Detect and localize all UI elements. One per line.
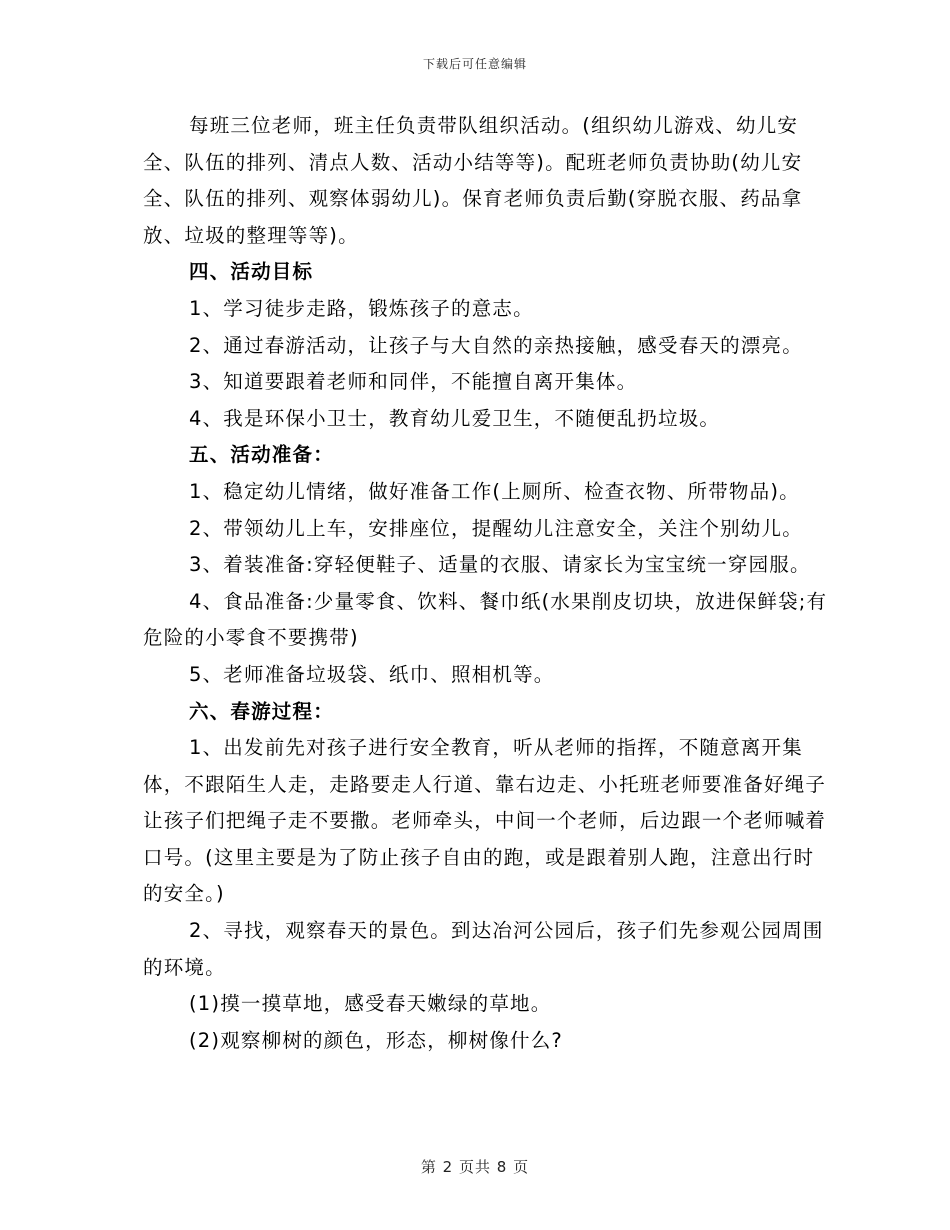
preparation-item: 3、着装准备:穿轻便鞋子、适量的衣服、请家长为宝宝统一穿园服。	[189, 553, 811, 577]
goal-item: 2、通过春游活动，让孩子与大自然的亲热接触，感受春天的漂亮。	[189, 333, 803, 357]
process-item: 2、寻找，观察春天的景色。到达冶河公园后，孩子们先参观公园周围的环境。	[143, 919, 824, 979]
section-heading-preparation: 五、活动准备：	[189, 443, 334, 467]
page-footer: 第 2 页共 8 页	[420, 1158, 530, 1176]
section-heading-goals: 四、活动目标	[189, 260, 314, 284]
section-heading-process: 六、春游过程：	[189, 699, 334, 723]
process-subitem: (2)观察柳树的颜色，形态，柳树像什么?	[189, 1028, 563, 1052]
preparation-item: 4、食品准备:少量零食、饮料、餐巾纸(水果削皮切块，放进保鲜袋;有危险的小零食不要携带)	[143, 589, 828, 650]
process-item: 1、出发前先对孩子进行安全教育，听从老师的指挥，不随意离开集体，不跟陌生人走，走路要走人行道、靠右边走、小托班老师要准备好绳子让孩子们把绳子走不要撒。老师牵头，中间一个老师，后边跟一个老师喊着口号。(这里主要是为了防止孩子自由的跑，或是跟着别人跑，注意出行时的安全。)	[143, 736, 827, 906]
paragraph-staff-duties: 每班三位老师，班主任负责带队组织活动。(组织幼儿游戏、幼儿安全、队伍的排列、清点人数、活动小结等等)。配班老师负责协助(幼儿安全、队伍的排列、观察体弱幼儿)。保育老师负责后勤(穿脱衣服、药品拿放、垃圾的整理等等)。	[143, 114, 803, 247]
goal-item: 3、知道要跟着老师和同伴，不能擅自离开集体。	[189, 370, 638, 394]
goal-item: 1、学习徒步走路，锻炼孩子的意志。	[189, 296, 534, 320]
preparation-item: 2、带领幼儿上车，安排座位，提醒幼儿注意安全，关注个别幼儿。	[189, 516, 803, 540]
page-header: 下载后可任意编辑	[422, 57, 527, 71]
process-subitem: (1)摸一摸草地，感受春天嫩绿的草地。	[189, 992, 552, 1016]
document-body	[143, 108, 828, 1059]
preparation-item: 1、稳定幼儿情绪，做好准备工作(上厕所、检查衣物、所带物品)。	[189, 479, 800, 503]
goal-item: 4、我是环保小卫士，教育幼儿爱卫生，不随便乱扔垃圾。	[189, 406, 721, 430]
preparation-item: 5、老师准备垃圾袋、纸巾、照相机等。	[189, 662, 555, 686]
